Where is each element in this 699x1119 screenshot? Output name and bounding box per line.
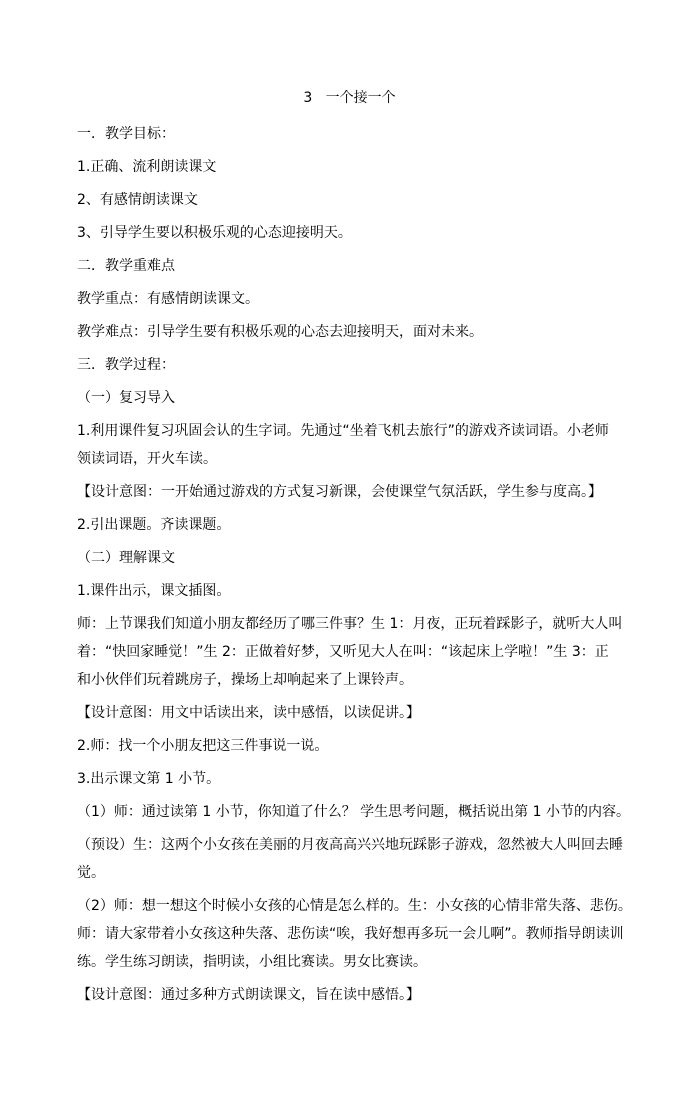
paragraph-step <box>77 765 641 793</box>
paragraph-reading-practice <box>77 892 641 976</box>
section-heading-process <box>77 351 641 379</box>
text-line: 师：请大家带着小女孩这种失落、悲伤读“唉，我好想再多玩一会儿啊”。教师指导朗读训 <box>77 926 624 942</box>
text-line: 2、有感情朗读课文 <box>77 192 198 208</box>
text-line: 3.出示课文第 1 小节。 <box>77 771 221 787</box>
text-line: 1.课件出示，课文插图。 <box>77 583 231 599</box>
text-line: 1.正确、流利朗读课文 <box>77 159 217 175</box>
paragraph-review <box>77 417 641 473</box>
text-line: （二）理解课文 <box>77 550 175 566</box>
design-intent-note <box>77 981 641 1009</box>
objective-item <box>77 153 641 181</box>
text-line: 教学难点：引导学生要有积极乐观的心态去迎接明天，面对未来。 <box>77 324 483 340</box>
paragraph-step <box>77 511 641 539</box>
text-line: 觉。 <box>77 865 105 881</box>
text-line: 三．教学过程： <box>77 357 175 373</box>
design-intent-note <box>77 478 641 506</box>
objective-item <box>77 219 641 247</box>
text-line: 【设计意图：用文中话读出来，读中感悟，以读促讲。】 <box>77 705 420 721</box>
section-heading-objectives <box>77 120 641 148</box>
text-line: 练。学生练习朗读，指明读，小组比赛读。男女比赛读。 <box>77 954 427 970</box>
text-line: 师：上节课我们知道小朋友都经历了哪三件事？生 1：月夜，正玩着踩影子，就听大人叫 <box>77 616 623 632</box>
text-line: 和小伙伴们玩着跳房子，操场上却响起来了上课铃声。 <box>77 672 413 688</box>
text-line: 2.师：找一个小朋友把这三件事说一说。 <box>77 738 329 754</box>
design-intent-note <box>77 699 641 727</box>
text-line: 3、引导学生要以积极乐观的心态迎接明天。 <box>77 225 352 241</box>
text-line: 二．教学重难点 <box>77 258 175 274</box>
text-line: 2.引出课题。齐读课题。 <box>77 517 231 533</box>
lesson-body <box>77 120 641 1014</box>
paragraph-step <box>77 798 641 826</box>
text-line: 着：“快回家睡觉！”生 2：正做着好梦，又听见大人在叫：“该起床上学啦！”生 3：正 <box>77 644 609 660</box>
paragraph-step <box>77 577 641 605</box>
text-line: 【设计意图：一开始通过游戏的方式复习新课，会使课堂气氛活跃，学生参与度高。】 <box>77 484 602 500</box>
key-point <box>77 285 641 313</box>
paragraph-dialogue <box>77 610 641 694</box>
objective-item <box>77 186 641 214</box>
paragraph-preset-answer <box>77 831 641 887</box>
text-line: （预设）生：这两个小女孩在美丽的月夜高高兴兴地玩踩影子游戏，忽然被大人叫回去睡 <box>77 837 623 853</box>
text-line: 教学重点：有感情朗读课文。 <box>77 291 259 307</box>
paragraph-step <box>77 732 641 760</box>
text-line: 一．教学目标： <box>77 126 175 142</box>
text-line: （1）师：通过读第 1 小节，你知道了什么？ 学生思考问题，概括说出第 1 小节的内容。 <box>77 804 630 820</box>
subsection-heading-understand <box>77 544 641 572</box>
text-line: 【设计意图：通过多种方式朗读课文，旨在读中感悟。】 <box>77 987 420 1003</box>
subsection-heading-review <box>77 384 641 412</box>
text-line: 1.利用课件复习巩固会认的生字词。先通过“坐着飞机去旅行”的游戏齐读词语。小老师 <box>77 423 609 439</box>
lesson-title: 3 一个接一个 <box>303 90 396 106</box>
section-heading-key-points <box>77 252 641 280</box>
text-line: 领读词语，开火车读。 <box>77 451 217 467</box>
text-line: （2）师：想一想这个时候小女孩的心情是怎么样的。生：小女孩的心情非常失落、悲伤。 <box>77 898 632 914</box>
text-line: （一）复习导入 <box>77 390 175 406</box>
difficult-point <box>77 318 641 346</box>
